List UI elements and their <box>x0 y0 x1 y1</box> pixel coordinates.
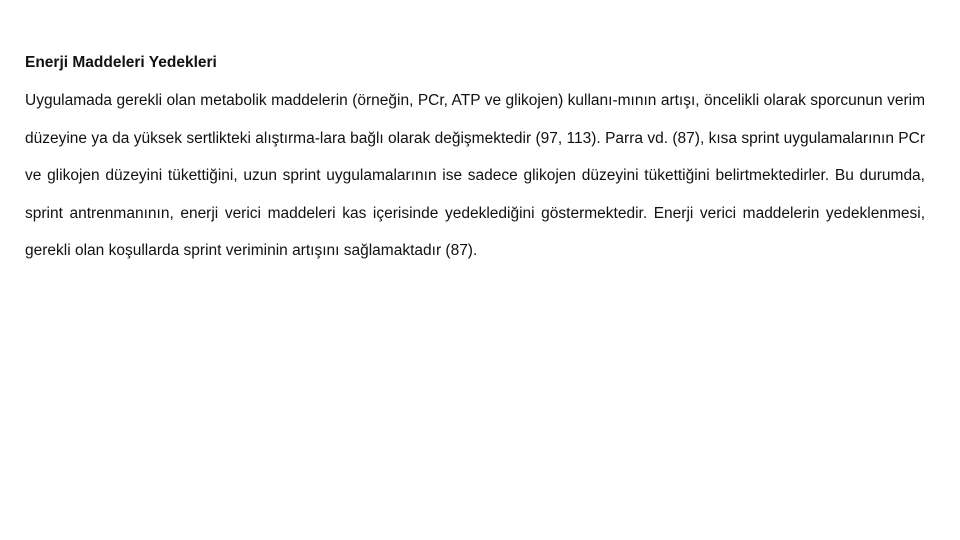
section-heading: Enerji Maddeleri Yedekleri <box>25 54 217 71</box>
body-paragraph: Uygulamada gerekli olan metabolik maddelerin (örneğin, PCr, ATP ve glikojen) kullanı-mının artışı, öncelikli olarak sporcunun verim düzeyine ya da yüksek sertlikteki alıştırma-lara bağlı olarak değişmektedir (97, 113). Parra vd. (87), kısa sprint uygulamalarının PCr ve glikojen düzeyini tükettiğini, uzun sprint uygulamalarının ise sadece glikojen düzeyini tükettiğini belirtmektedirler. Bu durumda, sprint antrenmanının, enerji verici maddeleri kas içerisinde yedeklediğini göstermektedir. Enerji verici maddelerin yedeklenmesi, gerekli olan koşullarda sprint veriminin artışını sağlamaktadır (87). <box>25 92 925 260</box>
text-block <box>25 53 925 270</box>
